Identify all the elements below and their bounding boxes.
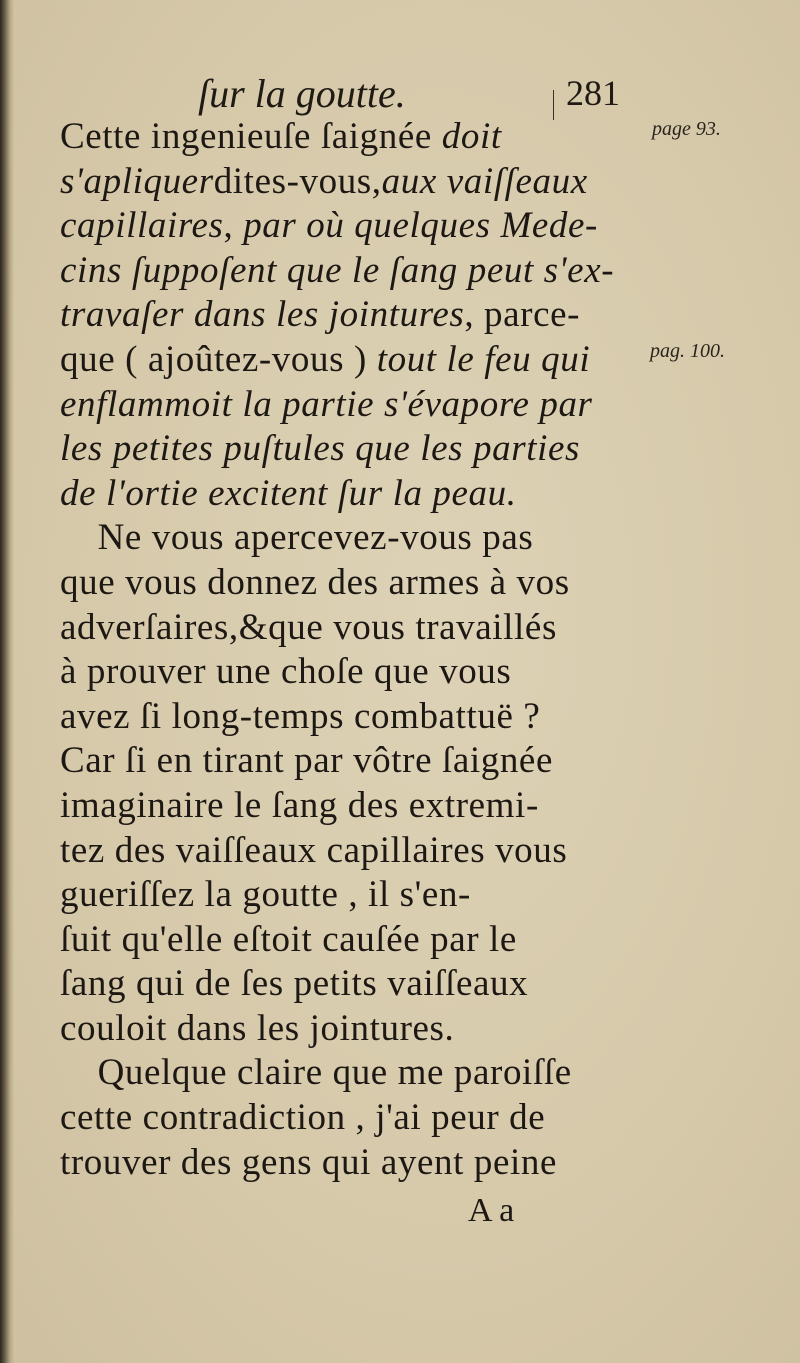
text-line [60, 606, 640, 651]
roman-text: cette contradiction , j'ai peur de [60, 1097, 546, 1139]
text-line [60, 516, 640, 561]
text-line [60, 650, 640, 695]
italic-text: enflammoit la partie s'évapore par [60, 383, 593, 425]
roman-text: , [223, 205, 244, 247]
roman-text: Ne vous apercevez-vous pas [60, 517, 534, 559]
italic-text: par où quelques Mede- [243, 205, 598, 247]
margin-note: pag. 100. [650, 340, 725, 362]
italic-text: doit [441, 116, 502, 157]
italic-text: les petites puſtules que les parties [60, 428, 580, 470]
text-line [60, 1051, 640, 1096]
text-line [60, 427, 640, 472]
roman-text: avez ſi long-temps combattuë ? [60, 695, 541, 737]
catchword: A a [468, 1192, 515, 1229]
margin-note: page 93. [652, 118, 721, 140]
italic-text: capillaires [60, 205, 224, 247]
roman-text: ſuit qu'elle eſtoit cauſée par le [60, 918, 517, 960]
text-line [60, 115, 640, 160]
italic-text: cins ſuppoſent que le ſang peut s'ex- [60, 249, 615, 291]
text-line [60, 1096, 640, 1141]
text-line [60, 204, 640, 249]
roman-text: , parce- [464, 294, 581, 336]
page-header [198, 70, 638, 120]
roman-text: imaginaire le ſang des extremi- [60, 784, 539, 826]
roman-text: que ( ajoûtez-vous ) [60, 338, 377, 380]
text-line [60, 918, 640, 963]
roman-text: couloit dans les jointures. [60, 1007, 455, 1049]
text-line [60, 1007, 640, 1052]
roman-text: Cette ingenieuſe ſaignée [60, 116, 442, 157]
text-line [60, 338, 640, 383]
roman-text: ſang qui de ſes petits vaiſſeaux [60, 963, 529, 1005]
roman-text: dites-vous, [213, 160, 382, 202]
roman-text: Quelque claire que me paroiſſe [60, 1052, 572, 1094]
text-line [60, 739, 640, 784]
page-number: 281 [566, 73, 620, 113]
text-line [60, 249, 640, 294]
text-line [60, 695, 640, 740]
text-line [60, 160, 640, 205]
italic-text: travaſer dans les jointures [60, 294, 465, 336]
body-text [60, 115, 640, 1185]
roman-text: à prouver une choſe que vous [60, 651, 512, 693]
roman-text: gueriſſez la goutte , il s'en- [60, 874, 471, 916]
italic-text: tout le feu qui [376, 338, 591, 380]
italic-text: de l'ortie excitent ſur la peau. [60, 472, 517, 514]
roman-text: trouver des gens qui ayent peine [60, 1141, 557, 1183]
text-line [60, 784, 640, 829]
text-line [60, 293, 640, 338]
roman-text: tez des vaiſſeaux capillaires vous [60, 829, 568, 871]
italic-text: aux vaiſſeaux [381, 160, 588, 202]
roman-text: adverſaires,&que vous travaillés [60, 606, 557, 648]
text-line [60, 873, 640, 918]
italic-text: s'apliquer [60, 160, 214, 202]
text-line [60, 1141, 640, 1186]
roman-text: Car ſi en tirant par vôtre ſaignée [60, 740, 553, 782]
text-line [60, 561, 640, 606]
text-line [60, 472, 640, 517]
text-line [60, 829, 640, 874]
roman-text: que vous donnez des armes à vos [60, 561, 570, 603]
text-line [60, 383, 640, 428]
text-line [60, 962, 640, 1007]
running-title: ſur la goutte. [198, 71, 406, 116]
binding-gutter [0, 0, 14, 1363]
